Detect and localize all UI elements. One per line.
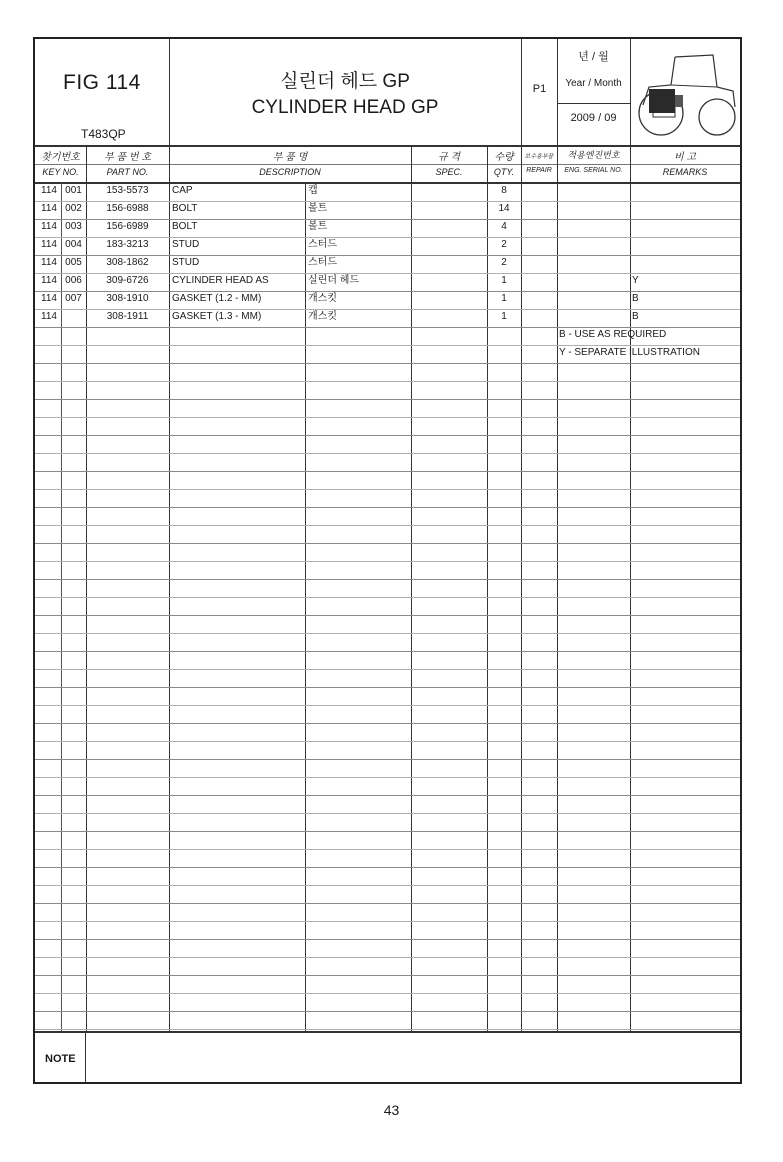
- cell-fig: 114: [41, 275, 57, 286]
- row-rule: [35, 921, 740, 922]
- legend-y: Y - SEPARATE ILLUSTRATION: [559, 347, 700, 358]
- cell-remark: [632, 254, 732, 272]
- header-divider: [35, 145, 740, 147]
- row-rule: [35, 741, 740, 742]
- cell-key: 004: [65, 239, 82, 250]
- parts-list-frame: [33, 37, 742, 1084]
- row-rule: [35, 939, 740, 940]
- cell-desc-ko: 실린더 헤드: [308, 275, 360, 286]
- cell-desc-ko: 개스킷: [308, 293, 337, 304]
- cell-desc-en: CYLINDER HEAD AS: [172, 275, 269, 286]
- row-rule: [35, 759, 740, 760]
- cell-qty: 1: [501, 275, 507, 286]
- cell-part-no: 153-5573: [106, 185, 149, 196]
- note-divider: [35, 1031, 740, 1033]
- row-rule: [35, 903, 740, 904]
- note-label: NOTE: [45, 1053, 76, 1065]
- cell-qty: 2: [501, 239, 507, 250]
- cell-desc-en: CAP: [172, 185, 193, 196]
- row-rule: [35, 993, 740, 994]
- cell-key: 001: [65, 185, 82, 196]
- row-rule: [35, 435, 740, 436]
- row-rule: [35, 507, 740, 508]
- table-row: [35, 218, 740, 236]
- cell-desc-en: GASKET (1.3 - MM): [172, 311, 262, 322]
- row-rule: [35, 723, 740, 724]
- page-number: 43: [383, 1102, 400, 1118]
- col-part-no-ko: 부 품 번 호: [104, 152, 151, 163]
- cell-key: 003: [65, 221, 82, 232]
- divider: [85, 1032, 86, 1082]
- year-month-label-korean: 년 / 월: [578, 51, 609, 63]
- cell-key: 002: [65, 203, 82, 214]
- row-rule: [35, 543, 740, 544]
- cell-key: 005: [65, 257, 82, 268]
- cell-desc-en: STUD: [172, 239, 200, 250]
- cell-fig: 114: [41, 203, 57, 214]
- page-title: CYLINDER HEAD GP: [251, 97, 439, 118]
- cell-qty: 2: [501, 257, 507, 268]
- row-rule: [35, 777, 740, 778]
- col-spec: SPEC.: [435, 167, 463, 177]
- table-row: [35, 182, 740, 200]
- cell-remark: B: [632, 311, 639, 322]
- cell-desc-en: STUD: [172, 257, 200, 268]
- row-rule: [35, 795, 740, 796]
- col-description-ko: 부 품 명: [272, 152, 308, 163]
- col-description: DESCRIPTION: [259, 167, 321, 177]
- cell-part-no: 308-1910: [106, 293, 149, 304]
- year-month-value: 2009 / 09: [570, 112, 617, 124]
- cell-fig: 114: [41, 293, 57, 304]
- cell-desc-ko: 볼트: [308, 203, 328, 214]
- row-rule: [35, 453, 740, 454]
- col-part-no: PART NO.: [106, 167, 149, 177]
- col-qty-ko: 수량: [494, 152, 514, 163]
- cell-fig: 114: [41, 239, 57, 250]
- page-title-korean: 실린더 헤드 GP: [280, 71, 410, 92]
- cell-desc-en: BOLT: [172, 203, 198, 214]
- table-row: [35, 236, 740, 254]
- row-rule: [35, 669, 740, 670]
- col-remarks-ko: 비 고: [673, 152, 697, 163]
- col-key-no-ko: 찾기번호: [41, 152, 80, 163]
- cell-fig: 114: [41, 221, 57, 232]
- col-eng-serial: ENG. SERIAL NO.: [564, 167, 623, 174]
- row-rule: [35, 813, 740, 814]
- table-row: [35, 200, 740, 218]
- cell-qty: 1: [501, 293, 507, 304]
- cell-desc-ko: 캡: [308, 185, 318, 196]
- col-qty: QTY.: [493, 167, 515, 177]
- col-spec-ko: 규 격: [437, 152, 461, 163]
- row-rule: [35, 615, 740, 616]
- cell-part-no: 309-6726: [106, 275, 149, 286]
- row-rule: [35, 525, 740, 526]
- cell-remark: [632, 218, 732, 236]
- cell-fig: 114: [41, 185, 57, 196]
- cell-fig: 114: [41, 257, 57, 268]
- divider: [630, 39, 631, 145]
- row-rule: [35, 651, 740, 652]
- cell-qty: 1: [501, 311, 507, 322]
- legend-b: B - USE AS REQUIRED: [559, 329, 667, 340]
- row-rule: [35, 975, 740, 976]
- row-rule: [35, 471, 740, 472]
- cell-key: [61, 308, 86, 326]
- cell-qty: 4: [501, 221, 507, 232]
- cell-key: 007: [65, 293, 82, 304]
- table-row: [35, 272, 740, 290]
- figure-number: FIG 114: [63, 71, 141, 94]
- cell-remark: [632, 182, 732, 200]
- row-rule: [35, 381, 740, 382]
- divider: [557, 103, 630, 104]
- cell-desc-ko: 스터드: [308, 257, 337, 268]
- row-rule: [35, 1029, 740, 1030]
- cell-fig: 114: [41, 311, 57, 322]
- cell-qty: 14: [498, 203, 510, 214]
- table-row: [35, 290, 740, 308]
- row-rule: [35, 885, 740, 886]
- col-eng-serial-ko: 적용엔진번호: [567, 150, 620, 160]
- row-rule: [35, 957, 740, 958]
- row-rule: [35, 489, 740, 490]
- cell-part-no: 156-6989: [106, 221, 149, 232]
- cell-key: 006: [65, 275, 82, 286]
- row-rule: [35, 363, 740, 364]
- cell-desc-ko: 개스킷: [308, 311, 337, 322]
- cell-desc-en: BOLT: [172, 221, 198, 232]
- model-code: T483QP: [81, 127, 126, 141]
- cell-desc-ko: 볼트: [308, 221, 328, 232]
- col-repair-ko: 보수용부품: [524, 154, 554, 160]
- row-rule: [35, 867, 740, 868]
- table-row: [35, 254, 740, 272]
- cell-qty: 8: [501, 185, 507, 196]
- row-rule: [35, 597, 740, 598]
- row-rule: [35, 705, 740, 706]
- cell-remark: [632, 236, 732, 254]
- cell-desc-en: GASKET (1.2 - MM): [172, 293, 262, 304]
- cell-part-no: 308-1862: [106, 257, 149, 268]
- table-row: [35, 308, 740, 326]
- row-rule: [35, 561, 740, 562]
- row-rule: [35, 831, 740, 832]
- col-repair: REPAIR: [526, 167, 552, 174]
- row-rule: [35, 399, 740, 400]
- cell-remark: B: [632, 293, 639, 304]
- row-rule: [35, 849, 740, 850]
- cell-remark: [632, 200, 732, 218]
- tractor-icon: [635, 47, 739, 137]
- divider: [35, 164, 740, 165]
- col-key-no: KEY NO.: [42, 167, 79, 177]
- cell-desc-ko: 스터드: [308, 239, 337, 250]
- cell-remark: Y: [632, 275, 639, 286]
- year-month-label: Year / Month: [565, 78, 622, 89]
- cell-part-no: 183-3213: [106, 239, 149, 250]
- col-remarks: REMARKS: [662, 167, 708, 177]
- row-rule: [35, 417, 740, 418]
- row-rule: [35, 579, 740, 580]
- row-rule: [35, 633, 740, 634]
- page-code: P1: [532, 83, 547, 95]
- row-rule: [35, 1011, 740, 1012]
- cell-part-no: 156-6988: [106, 203, 149, 214]
- cell-part-no: 308-1911: [106, 311, 149, 322]
- row-rule: [35, 687, 740, 688]
